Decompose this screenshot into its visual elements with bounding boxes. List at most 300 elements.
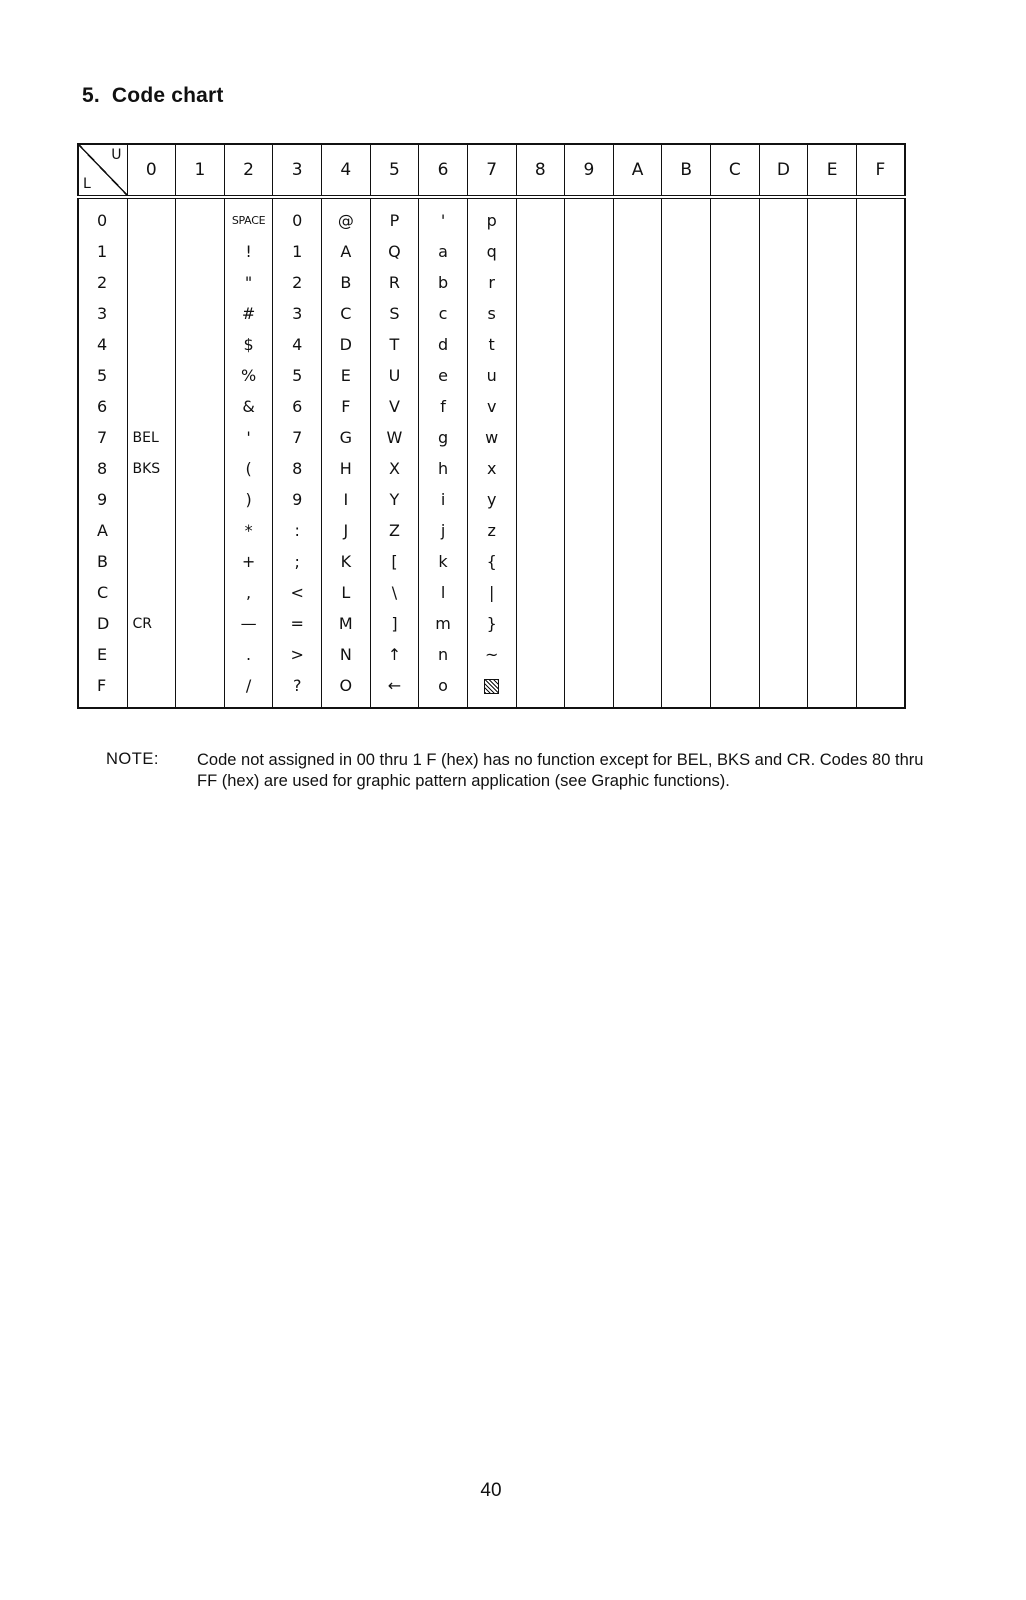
code-cell xyxy=(711,236,760,267)
code-cell xyxy=(176,329,225,360)
code-cell xyxy=(711,546,760,577)
row-label: 9 xyxy=(78,484,127,515)
code-cell: 0 xyxy=(273,197,322,236)
code-cell xyxy=(613,546,662,577)
section-title: Code chart xyxy=(111,84,224,107)
code-cell: d xyxy=(419,329,468,360)
row-label: 6 xyxy=(78,391,127,422)
code-cell: Q xyxy=(370,236,419,267)
code-cell xyxy=(856,639,905,670)
code-cell xyxy=(613,577,662,608)
code-cell: Y xyxy=(370,484,419,515)
code-cell: 3 xyxy=(273,298,322,329)
code-cell xyxy=(856,236,905,267)
code-cell: ' xyxy=(419,197,468,236)
code-cell: i xyxy=(419,484,468,515)
code-cell xyxy=(808,453,857,484)
column-header: 5 xyxy=(370,144,419,197)
code-cell: — xyxy=(224,608,273,639)
page-number: 40 xyxy=(480,1480,502,1501)
code-cell xyxy=(759,391,808,422)
code-cell: Z xyxy=(370,515,419,546)
code-cell: ↑ xyxy=(370,639,419,670)
row-label: B xyxy=(78,546,127,577)
chart-row xyxy=(78,670,905,708)
code-cell xyxy=(759,546,808,577)
code-cell xyxy=(759,608,808,639)
row-label: 8 xyxy=(78,453,127,484)
code-cell: } xyxy=(467,608,516,639)
code-cell xyxy=(176,453,225,484)
code-cell xyxy=(613,298,662,329)
code-cell: > xyxy=(273,639,322,670)
column-header: E xyxy=(808,144,857,197)
code-cell: C xyxy=(322,298,371,329)
code-cell: / xyxy=(224,670,273,708)
code-cell xyxy=(127,236,176,267)
code-cell xyxy=(662,577,711,608)
code-cell: t xyxy=(467,329,516,360)
upper-nibble-label: U xyxy=(111,147,122,163)
chart-row xyxy=(78,639,905,670)
code-cell xyxy=(711,608,760,639)
lower-nibble-label: L xyxy=(83,176,91,192)
code-cell xyxy=(516,236,565,267)
chart-row xyxy=(78,298,905,329)
code-cell xyxy=(176,577,225,608)
column-header: 9 xyxy=(565,144,614,197)
code-cell: R xyxy=(370,267,419,298)
code-cell: $ xyxy=(224,329,273,360)
code-cell: V xyxy=(370,391,419,422)
code-cell xyxy=(127,546,176,577)
code-cell xyxy=(565,329,614,360)
code-cell: : xyxy=(273,515,322,546)
code-cell xyxy=(127,670,176,708)
code-cell: e xyxy=(419,360,468,391)
row-label: 1 xyxy=(78,236,127,267)
code-cell xyxy=(711,360,760,391)
code-cell: o xyxy=(419,670,468,708)
chart-row xyxy=(78,236,905,267)
code-cell: * xyxy=(224,515,273,546)
code-cell xyxy=(662,422,711,453)
chart-body xyxy=(78,197,905,708)
code-cell: ' xyxy=(224,422,273,453)
chart-row xyxy=(78,484,905,515)
code-cell xyxy=(856,453,905,484)
code-cell xyxy=(127,391,176,422)
code-cell xyxy=(759,236,808,267)
code-cell: I xyxy=(322,484,371,515)
code-cell xyxy=(516,577,565,608)
code-cell xyxy=(711,298,760,329)
code-cell xyxy=(613,608,662,639)
code-cell xyxy=(565,546,614,577)
code-cell xyxy=(808,360,857,391)
code-cell xyxy=(711,197,760,236)
code-cell xyxy=(613,670,662,708)
code-cell: # xyxy=(224,298,273,329)
code-cell xyxy=(856,360,905,391)
code-cell xyxy=(127,484,176,515)
column-header: 2 xyxy=(224,144,273,197)
code-cell xyxy=(662,546,711,577)
code-cell: 4 xyxy=(273,329,322,360)
code-cell xyxy=(856,546,905,577)
code-cell xyxy=(565,453,614,484)
code-cell: T xyxy=(370,329,419,360)
code-cell xyxy=(662,515,711,546)
code-cell: % xyxy=(224,360,273,391)
chart-row xyxy=(78,546,905,577)
code-cell: q xyxy=(467,236,516,267)
code-cell: 5 xyxy=(273,360,322,391)
note-label: NOTE: xyxy=(106,750,159,768)
section-number: 5. xyxy=(82,84,100,107)
code-cell xyxy=(516,484,565,515)
code-cell xyxy=(176,515,225,546)
code-cell: y xyxy=(467,484,516,515)
code-cell xyxy=(127,639,176,670)
code-cell xyxy=(759,197,808,236)
code-cell: S xyxy=(370,298,419,329)
code-cell xyxy=(759,577,808,608)
code-cell xyxy=(856,267,905,298)
code-chart-table xyxy=(77,143,906,709)
code-cell: 7 xyxy=(273,422,322,453)
code-cell: " xyxy=(224,267,273,298)
code-cell xyxy=(759,422,808,453)
code-cell xyxy=(516,298,565,329)
code-cell xyxy=(856,608,905,639)
code-cell xyxy=(662,236,711,267)
column-header: F xyxy=(856,144,905,197)
code-cell xyxy=(565,360,614,391)
chart-row xyxy=(78,515,905,546)
code-cell: ← xyxy=(370,670,419,708)
graphic-pattern-icon xyxy=(484,679,499,694)
code-cell: ) xyxy=(224,484,273,515)
row-label: A xyxy=(78,515,127,546)
code-cell xyxy=(613,197,662,236)
code-cell xyxy=(613,267,662,298)
code-cell: SPACE xyxy=(224,197,273,236)
code-cell xyxy=(759,453,808,484)
code-cell xyxy=(808,670,857,708)
code-cell: n xyxy=(419,639,468,670)
code-cell: x xyxy=(467,453,516,484)
code-cell xyxy=(808,236,857,267)
code-cell xyxy=(176,298,225,329)
code-cell xyxy=(127,298,176,329)
code-cell xyxy=(613,422,662,453)
code-cell: 8 xyxy=(273,453,322,484)
code-cell: b xyxy=(419,267,468,298)
code-cell xyxy=(613,236,662,267)
code-cell xyxy=(856,197,905,236)
column-header: 7 xyxy=(467,144,516,197)
code-cell xyxy=(127,577,176,608)
code-cell: ? xyxy=(273,670,322,708)
row-label: 4 xyxy=(78,329,127,360)
code-cell xyxy=(565,670,614,708)
code-cell xyxy=(856,577,905,608)
code-cell xyxy=(565,298,614,329)
code-cell: [ xyxy=(370,546,419,577)
code-cell xyxy=(711,453,760,484)
code-cell xyxy=(808,577,857,608)
chart-row xyxy=(78,608,905,639)
code-cell xyxy=(808,515,857,546)
column-header: C xyxy=(711,144,760,197)
code-cell xyxy=(516,453,565,484)
code-cell xyxy=(711,329,760,360)
section-heading xyxy=(82,84,224,108)
code-cell: 2 xyxy=(273,267,322,298)
code-cell xyxy=(613,391,662,422)
code-cell: ; xyxy=(273,546,322,577)
code-cell: M xyxy=(322,608,371,639)
code-cell: ! xyxy=(224,236,273,267)
code-cell: 1 xyxy=(273,236,322,267)
header-row xyxy=(78,144,905,197)
code-cell xyxy=(613,329,662,360)
code-cell: . xyxy=(224,639,273,670)
code-cell: E xyxy=(322,360,371,391)
chart-row xyxy=(78,329,905,360)
code-cell xyxy=(613,360,662,391)
code-cell: w xyxy=(467,422,516,453)
code-cell xyxy=(759,267,808,298)
code-cell: H xyxy=(322,453,371,484)
code-cell xyxy=(516,329,565,360)
code-cell xyxy=(516,422,565,453)
code-cell xyxy=(176,267,225,298)
code-cell: B xyxy=(322,267,371,298)
code-cell xyxy=(808,391,857,422)
row-label: C xyxy=(78,577,127,608)
code-cell xyxy=(516,608,565,639)
code-cell xyxy=(808,197,857,236)
code-cell: 6 xyxy=(273,391,322,422)
code-cell xyxy=(516,391,565,422)
code-cell: v xyxy=(467,391,516,422)
code-cell xyxy=(565,577,614,608)
code-cell xyxy=(662,329,711,360)
code-cell xyxy=(711,639,760,670)
code-cell xyxy=(176,360,225,391)
code-cell: l xyxy=(419,577,468,608)
row-label: 5 xyxy=(78,360,127,391)
code-cell xyxy=(176,670,225,708)
code-cell xyxy=(565,422,614,453)
code-cell xyxy=(711,515,760,546)
column-header: A xyxy=(613,144,662,197)
code-cell xyxy=(467,670,516,708)
row-label: F xyxy=(78,670,127,708)
code-cell xyxy=(711,577,760,608)
code-cell: U xyxy=(370,360,419,391)
code-cell xyxy=(711,267,760,298)
code-cell: & xyxy=(224,391,273,422)
code-cell xyxy=(759,515,808,546)
code-cell xyxy=(711,484,760,515)
code-cell xyxy=(856,484,905,515)
code-cell: { xyxy=(467,546,516,577)
row-label: 3 xyxy=(78,298,127,329)
code-cell xyxy=(856,391,905,422)
row-label: D xyxy=(78,608,127,639)
code-cell xyxy=(176,236,225,267)
code-cell xyxy=(176,484,225,515)
column-header: 4 xyxy=(322,144,371,197)
code-cell xyxy=(516,197,565,236)
code-cell: = xyxy=(273,608,322,639)
code-cell: P xyxy=(370,197,419,236)
code-cell: c xyxy=(419,298,468,329)
row-label: 2 xyxy=(78,267,127,298)
code-cell: p xyxy=(467,197,516,236)
code-cell xyxy=(127,197,176,236)
code-cell xyxy=(808,484,857,515)
code-cell: N xyxy=(322,639,371,670)
code-cell xyxy=(516,360,565,391)
code-cell: D xyxy=(322,329,371,360)
code-cell: f xyxy=(419,391,468,422)
chart-row xyxy=(78,360,905,391)
code-cell xyxy=(662,608,711,639)
code-cell xyxy=(516,639,565,670)
chart-row xyxy=(78,391,905,422)
code-cell xyxy=(856,298,905,329)
code-cell xyxy=(856,422,905,453)
code-cell: \ xyxy=(370,577,419,608)
code-cell xyxy=(759,670,808,708)
code-cell xyxy=(176,546,225,577)
code-cell xyxy=(662,197,711,236)
code-cell xyxy=(565,197,614,236)
code-cell: J xyxy=(322,515,371,546)
code-cell: g xyxy=(419,422,468,453)
code-cell xyxy=(176,422,225,453)
chart-row xyxy=(78,453,905,484)
code-cell: G xyxy=(322,422,371,453)
code-cell xyxy=(565,608,614,639)
code-cell: m xyxy=(419,608,468,639)
column-header: 6 xyxy=(419,144,468,197)
row-label: E xyxy=(78,639,127,670)
code-cell: k xyxy=(419,546,468,577)
code-cell xyxy=(856,515,905,546)
code-cell xyxy=(808,267,857,298)
code-cell xyxy=(662,298,711,329)
code-cell: W xyxy=(370,422,419,453)
code-cell xyxy=(176,608,225,639)
code-cell xyxy=(127,267,176,298)
code-cell xyxy=(565,484,614,515)
code-cell xyxy=(759,360,808,391)
code-cell xyxy=(808,329,857,360)
code-cell xyxy=(613,484,662,515)
code-cell xyxy=(662,453,711,484)
code-cell xyxy=(176,639,225,670)
code-cell xyxy=(856,329,905,360)
code-cell: h xyxy=(419,453,468,484)
code-cell xyxy=(176,197,225,236)
code-cell: < xyxy=(273,577,322,608)
code-cell: ( xyxy=(224,453,273,484)
chart-row xyxy=(78,422,905,453)
row-label: 0 xyxy=(78,197,127,236)
code-cell xyxy=(662,670,711,708)
code-cell: @ xyxy=(322,197,371,236)
code-cell: BEL xyxy=(127,422,176,453)
column-header: 3 xyxy=(273,144,322,197)
code-cell: , xyxy=(224,577,273,608)
chart-row xyxy=(78,267,905,298)
code-cell xyxy=(711,670,760,708)
code-cell xyxy=(613,515,662,546)
code-cell xyxy=(759,329,808,360)
code-cell: s xyxy=(467,298,516,329)
code-cell xyxy=(808,608,857,639)
code-cell xyxy=(613,453,662,484)
code-cell xyxy=(808,546,857,577)
code-cell xyxy=(662,639,711,670)
code-cell xyxy=(662,484,711,515)
code-cell xyxy=(808,422,857,453)
code-cell: BKS xyxy=(127,453,176,484)
code-cell xyxy=(176,391,225,422)
corner-cell xyxy=(78,144,127,197)
code-cell xyxy=(662,391,711,422)
code-cell xyxy=(127,360,176,391)
code-cell xyxy=(662,360,711,391)
code-cell: O xyxy=(322,670,371,708)
code-cell xyxy=(127,329,176,360)
column-header: 8 xyxy=(516,144,565,197)
code-cell: | xyxy=(467,577,516,608)
code-cell: j xyxy=(419,515,468,546)
code-cell xyxy=(759,298,808,329)
code-cell xyxy=(516,515,565,546)
code-cell xyxy=(565,236,614,267)
code-cell: ~ xyxy=(467,639,516,670)
code-cell xyxy=(662,267,711,298)
code-cell: 9 xyxy=(273,484,322,515)
column-header: 1 xyxy=(176,144,225,197)
code-cell: A xyxy=(322,236,371,267)
code-cell: F xyxy=(322,391,371,422)
chart-row xyxy=(78,577,905,608)
code-cell xyxy=(516,670,565,708)
column-header: D xyxy=(759,144,808,197)
code-cell xyxy=(516,267,565,298)
code-cell xyxy=(565,267,614,298)
code-cell: u xyxy=(467,360,516,391)
column-header: B xyxy=(662,144,711,197)
row-label: 7 xyxy=(78,422,127,453)
code-cell: ] xyxy=(370,608,419,639)
chart-row xyxy=(78,197,905,236)
code-cell xyxy=(856,670,905,708)
code-cell xyxy=(808,298,857,329)
note-text: Code not assigned in 00 thru 1 F (hex) has no function except for BEL, BKS and CR. Codes 80 thru FF (hex) are used for graphic pattern application (see Graphic functions). xyxy=(197,751,924,790)
code-cell: + xyxy=(224,546,273,577)
code-cell: a xyxy=(419,236,468,267)
code-cell xyxy=(711,422,760,453)
